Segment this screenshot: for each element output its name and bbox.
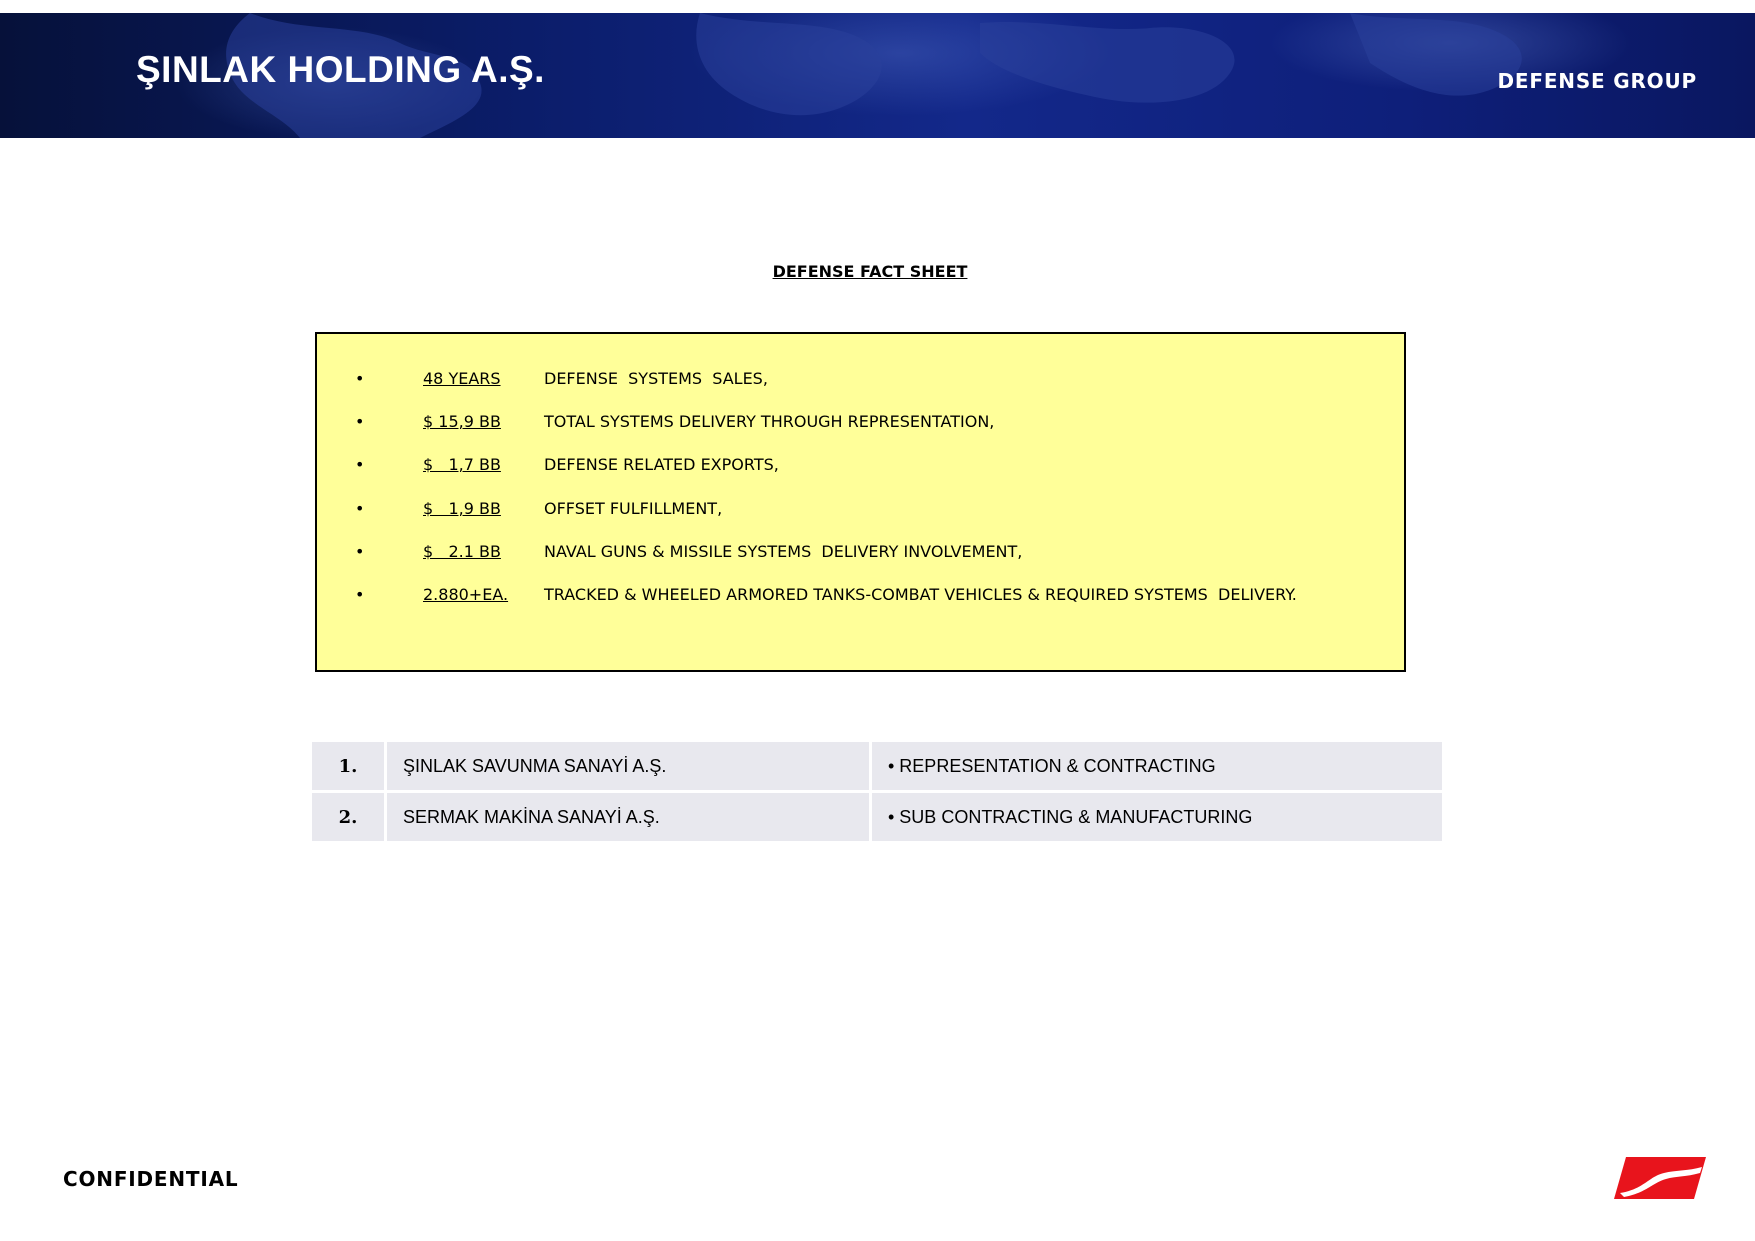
group-label: DEFENSE GROUP: [1497, 69, 1697, 93]
fact-row: [317, 367, 1404, 391]
fact-row: [317, 583, 1404, 607]
fact-figure: $ 2.1 BB: [423, 542, 501, 561]
fact-figure: $ 15,9 BB: [423, 412, 501, 431]
company-title: ŞINLAK HOLDING A.Ş.: [136, 49, 545, 90]
fact-text: NAVAL GUNS & MISSILE SYSTEMS DELIVERY INVOLVEMENT,: [544, 542, 1023, 561]
company-role: • REPRESENTATION & CONTRACTING: [872, 742, 1442, 793]
fact-figure: $ 1,7 BB: [423, 455, 501, 474]
fact-box: [315, 332, 1406, 672]
table-row: [312, 793, 1442, 844]
document-title: DEFENSE FACT SHEET: [772, 262, 968, 281]
fact-figure: $ 1,9 BB: [423, 499, 501, 518]
company-number: 2.: [312, 793, 387, 844]
confidential-label: CONFIDENTIAL: [63, 1167, 239, 1191]
bullet: •: [355, 455, 365, 474]
bullet: •: [355, 542, 365, 561]
company-role: • SUB CONTRACTING & MANUFACTURING: [872, 793, 1442, 844]
fact-text: TRACKED & WHEELED ARMORED TANKS-COMBAT VEHICLES & REQUIRED SYSTEMS DELIVERY.: [544, 585, 1297, 604]
fact-row: [317, 453, 1404, 477]
fact-text: DEFENSE SYSTEMS SALES,: [544, 369, 768, 388]
bullet: •: [355, 585, 365, 604]
company-name: SERMAK MAKİNA SANAYİ A.Ş.: [387, 793, 872, 844]
fact-figure: 48 YEARS: [423, 369, 501, 388]
fact-row: [317, 540, 1404, 564]
table-row: [312, 742, 1442, 793]
companies-table: [312, 742, 1442, 844]
fact-text: TOTAL SYSTEMS DELIVERY THROUGH REPRESENTATION,: [544, 412, 995, 431]
fact-figure: 2.880+EA.: [423, 585, 509, 604]
sinlak-logo-icon: [1614, 1155, 1706, 1201]
bullet: •: [355, 499, 365, 518]
fact-text: DEFENSE RELATED EXPORTS,: [544, 455, 779, 474]
bullet: •: [355, 369, 365, 388]
fact-row: [317, 410, 1404, 434]
header-banner: [0, 13, 1755, 138]
company-name: ŞINLAK SAVUNMA SANAYİ A.Ş.: [387, 742, 872, 793]
company-number: 1.: [312, 742, 387, 793]
fact-text: OFFSET FULFILLMENT,: [544, 499, 723, 518]
fact-row: [317, 497, 1404, 521]
bullet: •: [355, 412, 365, 431]
